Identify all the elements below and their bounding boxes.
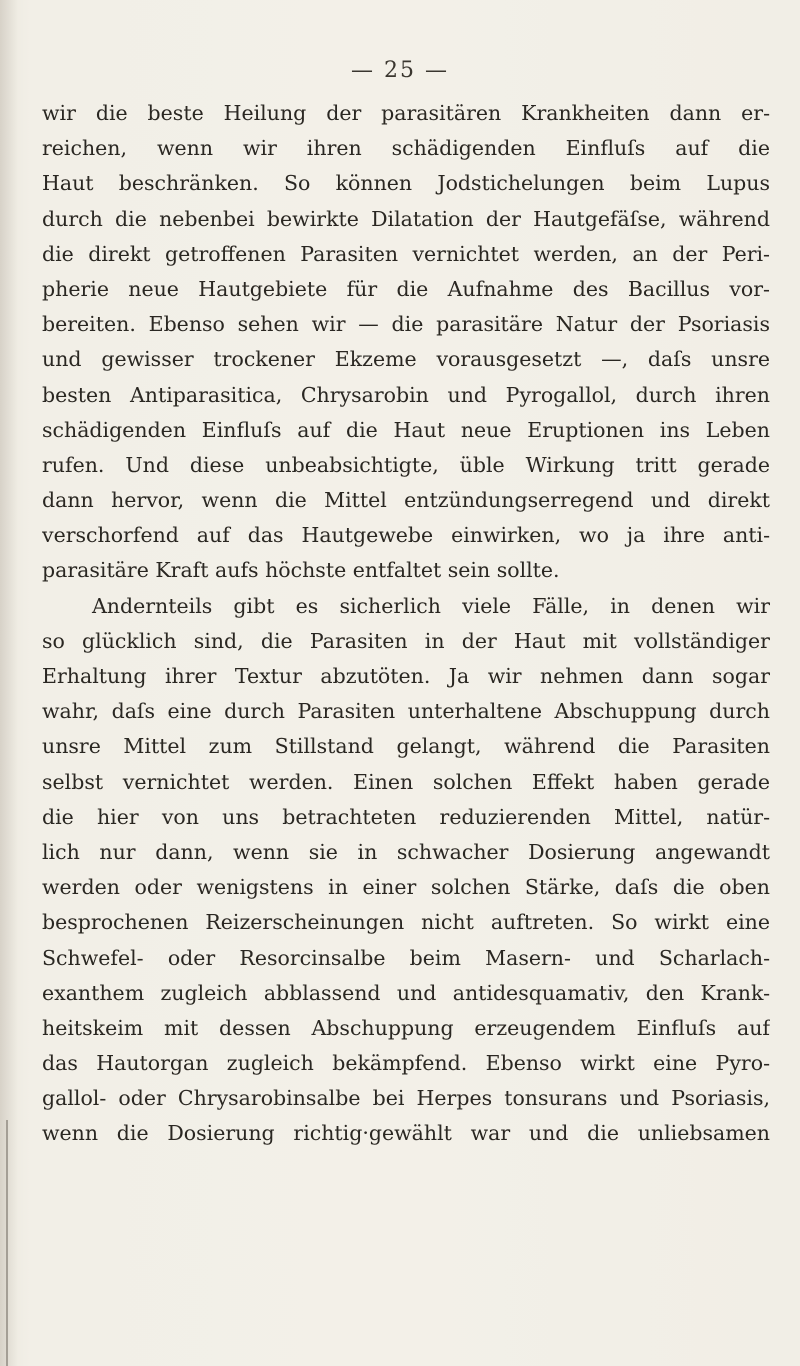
text-line: unsre Mittel zum Stillstand gelangt, während die Parasiten [42,734,770,759]
text-line: die direkt getroffenen Parasiten vernichtet werden, an der Peri- [42,241,770,266]
text-line: das Hautorgan zugleich bekämpfend. Ebenso wirkt eine Pyro- [42,1051,770,1076]
text-line: Haut beschränken. So können Jodstichelungen beim Lupus [42,171,770,196]
text-line: reichen, wenn wir ihren schädigenden Einfluſs auf die [42,136,770,161]
text-line: besprochenen Reizerscheinungen nicht auftreten. So wirkt eine [42,910,770,935]
text-line: parasitäre Kraft aufs höchste entfaltet sein sollte. [42,558,560,583]
text-line: so glücklich sind, die Parasiten in der Haut mit vollständiger [42,628,770,653]
text-line: selbst vernichtet werden. Einen solchen Effekt haben gerade [42,769,770,794]
text-line: und gewisser trockener Ekzeme vorausgesetzt —, daſs unsre [42,347,770,372]
text-line: werden oder wenigstens in einer solchen Stärke, daſs die oben [42,875,770,900]
page-number: — 25 — [351,58,449,83]
text-line: Schwefel- oder Resorcinsalbe beim Masern- und Scharlach- [42,945,770,970]
text-line: bereiten. Ebenso sehen wir — die parasitäre Natur der Psoriasis [42,312,770,337]
text-line: verschorfend auf das Hautgewebe einwirken, wo ja ihre anti- [42,523,770,548]
text-line: wir die beste Heilung der parasitären Krankheiten dann er- [42,101,770,125]
text-line: schädigenden Einfluſs auf die Haut neue Eruptionen ins Leben [42,417,770,442]
text-line: durch die nebenbei bewirkte Dilatation der Hautgefäſse, während [42,206,770,231]
text-line: Erhaltung ihrer Textur abzutöten. Ja wir nehmen dann sogar [42,664,770,688]
text-line: gallol- oder Chrysarobinsalbe bei Herpes tonsurans und Psoriasis, [42,1086,770,1111]
text-line: wenn die Dosierung richtig·gewählt war und die unliebsamen [42,1121,770,1146]
text-line: lich nur dann, wenn sie in schwacher Dosierung angewandt [42,839,770,864]
body-text [42,96,770,1152]
text-line: Andernteils gibt es sicherlich viele Fälle, in denen wir [92,593,770,618]
text-line: dann hervor, wenn die Mittel entzündungserregend und direkt [42,488,770,513]
text-line: die hier von uns betrachteten reduzierenden Mittel, natür- [42,804,770,829]
text-line: wahr, daſs eine durch Parasiten unterhaltene Abschuppung durch [42,699,770,724]
gutter-shadow [0,0,18,1366]
text-line: exanthem zugleich abblassend und antidesquamativ, den Krank- [42,980,770,1005]
binding-mark [6,1120,8,1366]
text-line: besten Antiparasitica, Chrysarobin und Pyrogallol, durch ihren [42,382,770,407]
text-line: heitskeim mit dessen Abschuppung erzeugendem Einfluſs auf [42,1015,770,1040]
text-line: pherie neue Hautgebiete für die Aufnahme des Bacillus vor- [42,276,770,301]
text-line: rufen. Und diese unbeabsichtigte, üble Wirkung tritt gerade [42,452,770,477]
